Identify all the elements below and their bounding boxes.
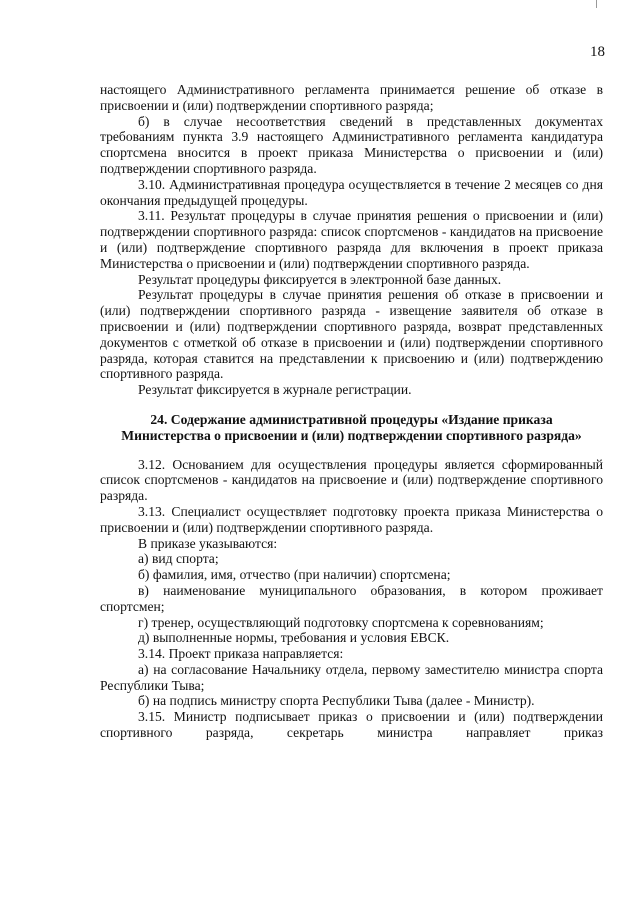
paragraph-12: в) наименование муниципального образования, в котором проживает спортсмен; (100, 582, 603, 614)
paragraph-5: Результат процедуры в случае принятия решения об отказе в присвоении и (или) подтверждении спортивного разряда - извещение заявителя об отказе в присвоении и (или) подтверждении спортивного разряда, возврат представленных документов с отметкой об отказе в присвоении и (или) подтверждении спортивного разряда, которая ставится на представлении к присвоению и (или) подтверждению спортивного разряда. (100, 287, 603, 382)
paragraph-3: 3.11. Результат процедуры в случае принятия решения о присвоении и (или) подтверждении спортивного разряда: список спортсменов - кандидатов на присвоение и (или) подтверждение спортивного разряда для включения в проект приказа Министерства о присвоении и (или) подтверждении спортивного разряда. (100, 208, 603, 271)
paragraphs-before (100, 82, 603, 398)
paragraph-13: г) тренер, осуществляющий подготовку спортсмена к соревнованиям; (138, 614, 544, 630)
paragraph-9: В приказе указываются: (138, 535, 278, 551)
paragraph-8: 3.13. Специалист осуществляет подготовку проекта приказа Министерства о присвоении и (или) подтверждении спортивного разряда. (100, 503, 603, 535)
paragraph-17: б) на подпись министру спорта Республики Тыва (далее - Министр). (138, 693, 535, 709)
section-heading: 24. Содержание административной процедуры «Издание приказа Министерства о присвоении и (или) подтверждении спортивного разряда» (121, 411, 582, 443)
paragraph-1: б) в случае несоответствия сведений в представленных документах требованиям пункта 3.9 настоящего Административного регламента кандидатура спортсмена вносится в проект приказа Министерства о присвоении и (или) подтверждении спортивного разряда. (100, 113, 603, 176)
paragraph-18: 3.15. Министр подписывает приказ о присвоении и (или) подтверждении спортивного разряда, секретарь министра направляет приказ (100, 709, 603, 741)
page-number: 18 (590, 44, 605, 60)
paragraph-0: настоящего Административного регламента принимается решение об отказе в присвоении и (или) подтверждении спортивного разряда; (100, 82, 603, 113)
paragraph-16: а) на согласование Начальнику отдела, первому заместителю министра спорта Республики Тыва; (100, 661, 603, 693)
paragraph-14: д) выполненные нормы, требования и условия ЕВСК. (138, 630, 450, 646)
paragraph-2: 3.10. Административная процедура осуществляется в течение 2 месяцев со дня окончания предыдущей процедуры. (100, 176, 603, 208)
paragraph-15: 3.14. Проект приказа направляется: (138, 646, 344, 662)
paragraphs-after (100, 457, 603, 741)
paragraph-10: а) вид спорта; (138, 551, 219, 567)
scan-edge-mark (596, 0, 597, 8)
paragraph-6: Результат фиксируется в журнале регистрации. (138, 382, 412, 398)
paragraph-4: Результат процедуры фиксируется в электронной базе данных. (138, 271, 502, 287)
paragraph-11: б) фамилия, имя, отчество (при наличии) спортсмена; (138, 567, 451, 583)
document-body (100, 82, 603, 741)
paragraph-7: 3.12. Основанием для осуществления процедуры является сформированный список спортсменов - кандидатов на присвоение и (или) подтверждение спортивного разряда. (100, 456, 603, 504)
